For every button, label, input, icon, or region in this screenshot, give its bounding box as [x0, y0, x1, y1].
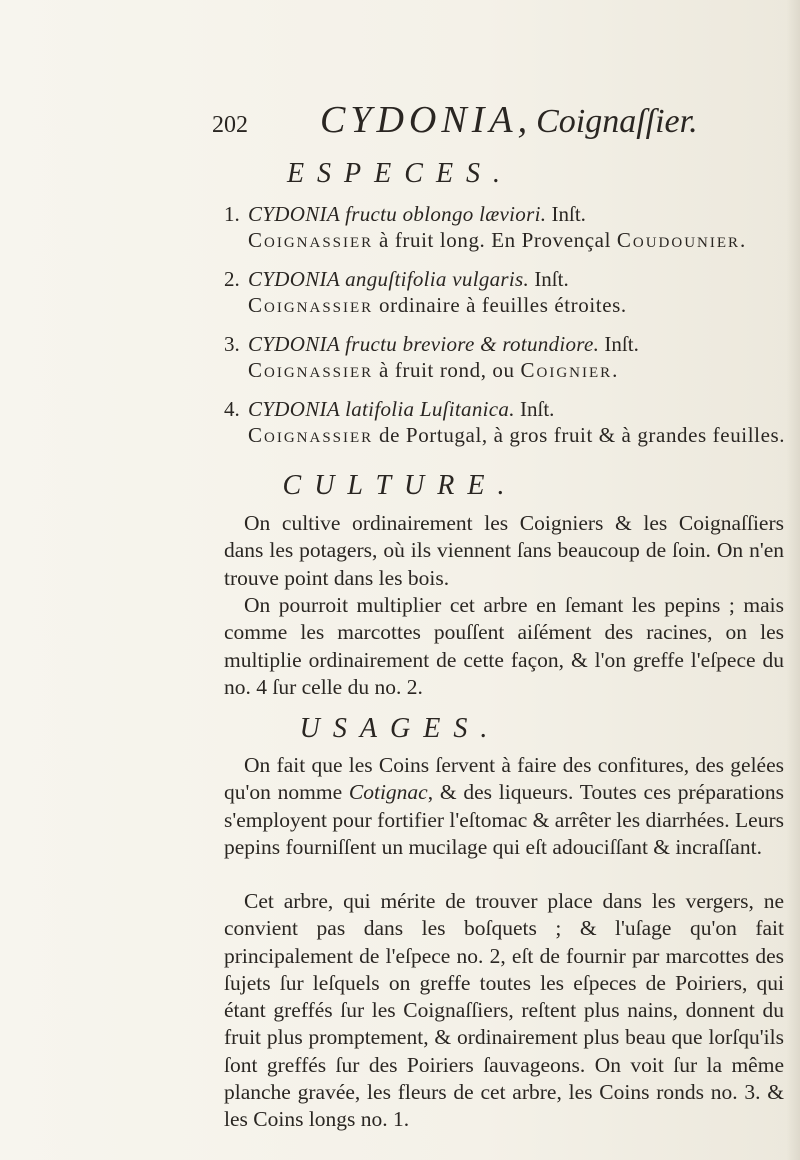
header-title: CYDONIA, — [320, 99, 533, 141]
description: ordinaire à feuilles étroites. — [379, 293, 627, 317]
description: à fruit long. En Provençal — [379, 228, 612, 252]
entry-number: 3. — [224, 332, 240, 356]
species-entry-2 — [224, 266, 784, 318]
species-heading: ESPECES. — [286, 158, 514, 189]
culture-paragraph-1: On cultive ordinairement les Coigniers & les Coignaſſiers dans les potagers, où ils viennent ſans beaucoup de ſoin. On n'en trouve point dans les bois. — [224, 511, 784, 590]
description: à fruit rond, ou — [379, 358, 515, 382]
entry-number: 1. — [224, 202, 240, 226]
species-entry-4 — [224, 396, 784, 448]
cotignac-term: Cotignac — [348, 780, 428, 805]
latin-name: CYDONIA latifolia Luſitanica. — [248, 397, 515, 421]
running-header — [212, 98, 752, 142]
reference: Inſt. — [534, 267, 569, 291]
usages-paragraph-1 — [224, 752, 784, 861]
species-entry-3 — [224, 331, 784, 383]
entry-number: 2. — [224, 267, 240, 291]
species-entry-1 — [224, 201, 784, 253]
culture-paragraph-2: On pourroit multiplier cet arbre en ſemant les pepins ; mais comme les marcottes pouſſent aiſément des racines, on les multiplie ordinairement de cette façon, & l'on greffe l'eſpece du no. 4 ſur celle du no. 2. — [224, 593, 784, 699]
common-name: Coignassier — [248, 423, 374, 447]
entry-number: 4. — [224, 397, 240, 421]
latin-name: CYDONIA anguſtifolia vulgaris. — [248, 267, 530, 291]
latin-name: CYDONIA fructu oblongo læviori. — [248, 202, 547, 226]
reference: Inſt. — [551, 202, 586, 226]
common-name: Coignassier — [248, 228, 374, 252]
header-subtitle: Coignaſſier. — [536, 103, 698, 140]
alt-name: Coignier. — [520, 358, 620, 382]
description: de Portugal, à gros fruit & à grandes feuilles. — [379, 423, 786, 447]
common-name: Coignassier — [248, 358, 374, 382]
usages-heading: USAGES. — [299, 713, 501, 744]
latin-name: CYDONIA fructu breviore & rotundiore. — [248, 332, 600, 356]
alt-name: Coudounier. — [616, 228, 748, 252]
culture-heading: CULTURE. — [282, 470, 518, 501]
reference: Inſt. — [604, 332, 639, 356]
page-number: 202 — [212, 112, 248, 138]
usages-text-b: , & des liqueurs. Toutes ces préparations s'employent pour fortifier l'eſtomac & arrêter les diarrhées. Leurs pepins fourniſſent un mucilage qui eſt adouciſſant & incraſſant. — [224, 780, 784, 859]
common-name: Coignassier — [248, 293, 374, 317]
reference: Inſt. — [520, 397, 555, 421]
usages-paragraph-2: Cet arbre, qui mérite de trouver place dans les vergers, ne convient pas dans les boſquets ; & l'uſage qu'on fait principalement de l'eſpece no. 2, eſt de fournir par marcottes des ſujets ſur leſquels on greffe toutes les eſpeces de Poiriers, qui étant greffés ſur les Coignaſſiers, reſtent plus nains, donnent du fruit plus promptement, & ordinairement plus beau que lorſqu'ils ſont greffés ſur des Poiriers ſauvageons. On voit ſur la même planche gravée, les fleurs de cet arbre, les Coins ronds no. 3. & les Coins longs no. 1. — [224, 889, 784, 1132]
usages-text-a: On fait que les Coins ſervent à faire des confitures, des gelées qu'on nomme — [224, 753, 784, 805]
